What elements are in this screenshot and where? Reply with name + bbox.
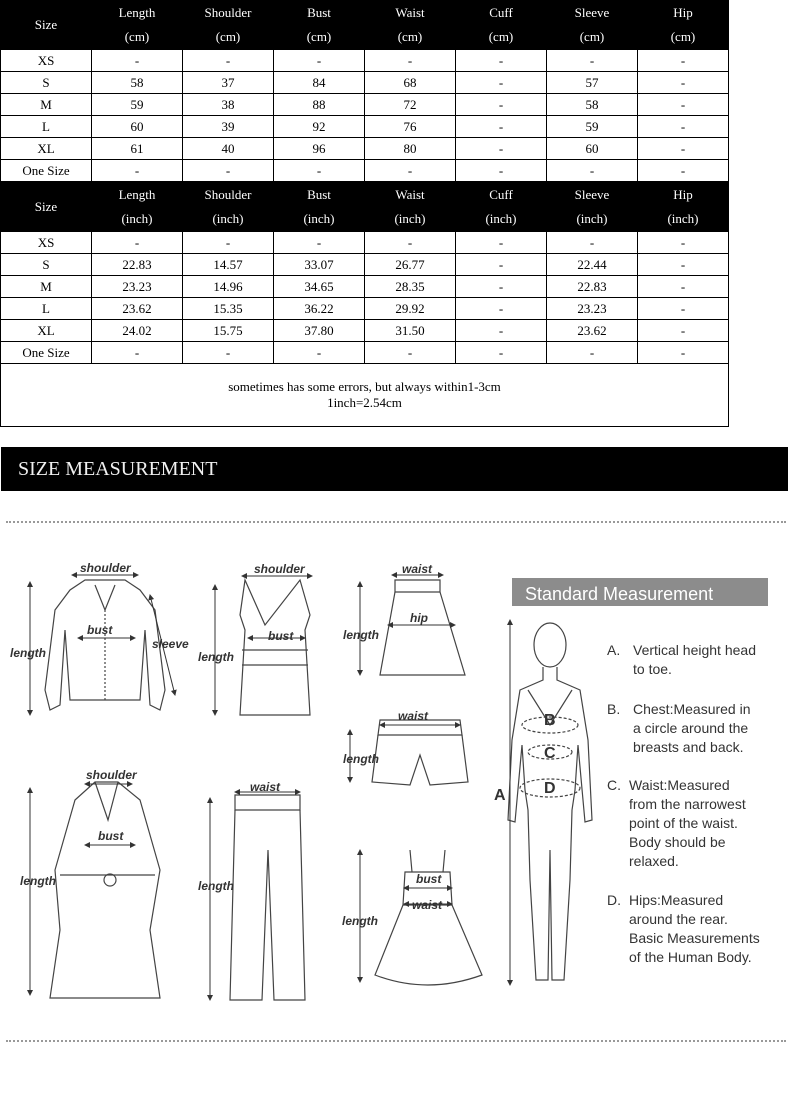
column-header-name: Hip xyxy=(673,5,693,20)
table-row xyxy=(1,72,729,94)
note-conversion: 1inch=2.54cm xyxy=(327,395,402,410)
coat-length-label: length xyxy=(20,874,56,888)
table-cell: 61 xyxy=(92,138,183,160)
table-cell: 22.83 xyxy=(92,254,183,276)
cm-size-table xyxy=(0,0,729,182)
table-cell: 80 xyxy=(365,138,456,160)
table-cell: 92 xyxy=(274,116,365,138)
column-header xyxy=(1,183,92,232)
size-measurement-banner: SIZE MEASUREMENT xyxy=(1,447,788,491)
table-cell: 60 xyxy=(92,116,183,138)
shirt-length-label: length xyxy=(10,646,46,660)
pants-length-label: length xyxy=(198,879,234,893)
column-header-name: Waist xyxy=(395,187,425,202)
legend-c-line1: Waist:Measured xyxy=(629,777,730,793)
table-cell: - xyxy=(547,50,638,72)
column-header xyxy=(92,183,183,232)
table-cell: 24.02 xyxy=(92,320,183,342)
table-cell: 37 xyxy=(183,72,274,94)
note-tolerance: sometimes has some errors, but always within1-3cm xyxy=(228,379,501,394)
column-header-unit: (cm) xyxy=(397,29,423,44)
table-cell: 84 xyxy=(274,72,365,94)
legend-c-line3: point of the waist. xyxy=(629,815,738,831)
table-cell: - xyxy=(274,160,365,182)
table-cell: - xyxy=(638,276,729,298)
table-cell: - xyxy=(456,276,547,298)
table-cell: - xyxy=(638,138,729,160)
table-cell: - xyxy=(547,232,638,254)
table-cell: - xyxy=(638,72,729,94)
table-cell: 14.96 xyxy=(183,276,274,298)
column-header xyxy=(274,1,365,50)
inch-size-table xyxy=(0,182,729,364)
table-cell: - xyxy=(547,160,638,182)
table-cell: 40 xyxy=(183,138,274,160)
column-header-name: Length xyxy=(118,5,156,20)
legend-a-letter: A. xyxy=(607,642,621,658)
legend-c-line2: from the narrowest xyxy=(629,796,746,812)
table-cell: - xyxy=(456,116,547,138)
column-header xyxy=(547,1,638,50)
shorts-drawing xyxy=(372,720,468,785)
table-cell: - xyxy=(92,160,183,182)
column-header-unit: (cm) xyxy=(215,29,241,44)
table-cell: 58 xyxy=(92,72,183,94)
table-cell: - xyxy=(547,342,638,364)
table-cell: - xyxy=(638,254,729,276)
body-letter-a: A xyxy=(494,787,506,804)
size-label-cell: One Size xyxy=(1,160,92,182)
column-header xyxy=(365,183,456,232)
column-header-name: Shoulder xyxy=(204,5,252,20)
skirt-drawing xyxy=(380,580,465,675)
table-cell: 14.57 xyxy=(183,254,274,276)
table-cell: 39 xyxy=(183,116,274,138)
column-header xyxy=(365,1,456,50)
column-header xyxy=(92,1,183,50)
legend-a-line2: to toe. xyxy=(633,661,672,677)
tank-bust-label: bust xyxy=(268,629,294,643)
body-letter-b: B xyxy=(544,712,556,729)
coat-bust-label: bust xyxy=(98,829,124,843)
legend-b-line1: Chest:Measured in xyxy=(633,701,751,717)
column-header xyxy=(547,183,638,232)
table-cell: - xyxy=(92,50,183,72)
column-header-name: Cuff xyxy=(489,187,513,202)
pants-waist-label: waist xyxy=(250,780,281,794)
inch-table-header-row xyxy=(1,183,729,232)
table-row xyxy=(1,276,729,298)
table-row xyxy=(1,232,729,254)
column-header xyxy=(638,1,729,50)
table-cell: - xyxy=(183,160,274,182)
legend-a-line1: Vertical height head xyxy=(633,642,756,658)
table-row xyxy=(1,298,729,320)
table-cell: 59 xyxy=(547,116,638,138)
table-cell: 26.77 xyxy=(365,254,456,276)
table-row xyxy=(1,254,729,276)
legend-b-line3: breasts and back. xyxy=(633,739,744,755)
legend-c-line5: relaxed. xyxy=(629,853,679,869)
column-header xyxy=(274,183,365,232)
tank-top-drawing xyxy=(240,580,310,715)
size-label-cell: XL xyxy=(1,320,92,342)
table-cell: - xyxy=(365,232,456,254)
table-cell: - xyxy=(638,342,729,364)
table-cell: - xyxy=(638,160,729,182)
size-label-cell: XS xyxy=(1,232,92,254)
body-letter-c: C xyxy=(544,745,556,762)
body-figure xyxy=(508,623,592,980)
column-header-unit: (inch) xyxy=(121,211,153,226)
table-cell: - xyxy=(92,342,183,364)
column-header-name: Bust xyxy=(307,187,331,202)
legend-d-line3: Basic Measurements xyxy=(629,930,760,946)
table-cell: - xyxy=(456,320,547,342)
table-cell: - xyxy=(456,138,547,160)
table-cell: - xyxy=(183,342,274,364)
column-header-unit: (inch) xyxy=(667,211,699,226)
table-row xyxy=(1,138,729,160)
table-cell: - xyxy=(456,298,547,320)
size-label-cell: S xyxy=(1,72,92,94)
table-cell: 68 xyxy=(365,72,456,94)
table-cell: - xyxy=(456,94,547,116)
measurement-diagram xyxy=(0,520,793,1040)
table-cell: 59 xyxy=(92,94,183,116)
table-cell: - xyxy=(183,232,274,254)
dress-length-label: length xyxy=(342,914,378,928)
coat-drawing xyxy=(50,782,160,998)
shirt-bust-label: bust xyxy=(87,623,113,637)
table-cell: - xyxy=(274,342,365,364)
table-cell: 37.80 xyxy=(274,320,365,342)
table-cell: 57 xyxy=(547,72,638,94)
table-row xyxy=(1,94,729,116)
table-cell: - xyxy=(456,160,547,182)
column-header xyxy=(456,183,547,232)
column-header-name: Waist xyxy=(395,5,425,20)
column-header-name: Sleeve xyxy=(574,187,610,202)
column-header-unit: (inch) xyxy=(212,211,244,226)
column-header-unit: (cm) xyxy=(306,29,332,44)
table-cell: - xyxy=(638,232,729,254)
column-header xyxy=(638,183,729,232)
table-cell: 34.65 xyxy=(274,276,365,298)
column-header-name: Hip xyxy=(673,187,693,202)
tank-shoulder-label: shoulder xyxy=(254,562,305,576)
legend-d-line2: around the rear. xyxy=(629,911,728,927)
shorts-waist-label: waist xyxy=(398,709,429,723)
table-cell: - xyxy=(456,232,547,254)
table-cell: - xyxy=(92,232,183,254)
skirt-waist-label: waist xyxy=(402,562,433,576)
legend-d-line4: of the Human Body. xyxy=(629,949,752,965)
table-cell: 33.07 xyxy=(274,254,365,276)
table-cell: 31.50 xyxy=(365,320,456,342)
legend-b-line2: a circle around the xyxy=(633,720,749,736)
table-cell: 72 xyxy=(365,94,456,116)
table-cell: - xyxy=(365,50,456,72)
table-cell: 23.23 xyxy=(92,276,183,298)
table-cell: - xyxy=(274,232,365,254)
column-header xyxy=(1,1,92,50)
table-cell: - xyxy=(456,342,547,364)
shirt-drawing xyxy=(45,580,165,710)
size-chart xyxy=(0,0,729,427)
shorts-length-label: length xyxy=(343,752,379,766)
column-header-name: Cuff xyxy=(489,5,513,20)
table-cell: 15.35 xyxy=(183,298,274,320)
cm-table-header-row xyxy=(1,1,729,50)
coat-shoulder-label: shoulder xyxy=(86,768,137,782)
dotted-divider-bottom xyxy=(6,1040,786,1042)
table-row xyxy=(1,50,729,72)
table-cell: 58 xyxy=(547,94,638,116)
legend-d-line1: Hips:Measured xyxy=(629,892,724,908)
column-header-name: Sleeve xyxy=(574,5,610,20)
column-header-unit: (inch) xyxy=(303,211,335,226)
column-header xyxy=(183,183,274,232)
table-cell: - xyxy=(456,50,547,72)
legend-c-line4: Body should be xyxy=(629,834,726,850)
legend-c-letter: C. xyxy=(607,777,621,793)
table-row xyxy=(1,342,729,364)
table-cell: 88 xyxy=(274,94,365,116)
table-cell: 28.35 xyxy=(365,276,456,298)
table-cell: - xyxy=(456,254,547,276)
table-row xyxy=(1,116,729,138)
table-cell: - xyxy=(183,50,274,72)
table-cell: - xyxy=(638,320,729,342)
size-label-cell: XS xyxy=(1,50,92,72)
table-cell: 23.23 xyxy=(547,298,638,320)
column-header-unit: (cm) xyxy=(579,29,605,44)
column-header-name: Bust xyxy=(307,5,331,20)
size-label-cell: L xyxy=(1,116,92,138)
column-header-unit: (inch) xyxy=(485,211,517,226)
table-cell: 23.62 xyxy=(92,298,183,320)
table-cell: - xyxy=(365,342,456,364)
table-cell: 22.83 xyxy=(547,276,638,298)
table-cell: 23.62 xyxy=(547,320,638,342)
column-header-name: Length xyxy=(118,187,156,202)
table-cell: 38 xyxy=(183,94,274,116)
table-cell: 22.44 xyxy=(547,254,638,276)
table-cell: - xyxy=(638,116,729,138)
size-label-cell: XL xyxy=(1,138,92,160)
column-header xyxy=(183,1,274,50)
dress-waist-label: waist xyxy=(412,898,443,912)
table-cell: - xyxy=(638,298,729,320)
table-row xyxy=(1,320,729,342)
table-cell: 60 xyxy=(547,138,638,160)
size-label-cell: M xyxy=(1,276,92,298)
table-cell: 29.92 xyxy=(365,298,456,320)
legend-b-letter: B. xyxy=(607,701,621,717)
dress-drawing xyxy=(375,850,482,985)
skirt-length-label: length xyxy=(343,628,379,642)
dress-bust-label: bust xyxy=(416,872,442,886)
table-cell: - xyxy=(638,94,729,116)
table-cell: - xyxy=(274,50,365,72)
measurement-note xyxy=(0,364,729,427)
size-label-cell: M xyxy=(1,94,92,116)
standard-measurement-title: Standard Measurement xyxy=(525,584,714,604)
tank-length-label: length xyxy=(198,650,234,664)
table-cell: 76 xyxy=(365,116,456,138)
skirt-hip-label: hip xyxy=(410,611,428,625)
body-letter-d: D xyxy=(544,780,556,797)
size-label-cell: L xyxy=(1,298,92,320)
column-header-name: Size xyxy=(34,199,58,214)
size-label-cell: One Size xyxy=(1,342,92,364)
legend-d-letter: D. xyxy=(607,892,621,908)
column-header-name: Size xyxy=(34,17,58,32)
size-label-cell: S xyxy=(1,254,92,276)
column-header-unit: (cm) xyxy=(488,29,514,44)
column-header-unit: (inch) xyxy=(576,211,608,226)
table-row xyxy=(1,160,729,182)
table-cell: - xyxy=(456,72,547,94)
shirt-sleeve-label: sleeve xyxy=(152,637,189,651)
column-header-unit: (cm) xyxy=(124,29,150,44)
table-cell: - xyxy=(365,160,456,182)
table-cell: - xyxy=(638,50,729,72)
column-header-unit: (inch) xyxy=(394,211,426,226)
pants-drawing xyxy=(230,795,305,1000)
shirt-shoulder-label: shoulder xyxy=(80,561,131,575)
column-header xyxy=(456,1,547,50)
table-cell: 15.75 xyxy=(183,320,274,342)
column-header-name: Shoulder xyxy=(204,187,252,202)
table-cell: 96 xyxy=(274,138,365,160)
table-cell: 36.22 xyxy=(274,298,365,320)
column-header-unit: (cm) xyxy=(670,29,696,44)
